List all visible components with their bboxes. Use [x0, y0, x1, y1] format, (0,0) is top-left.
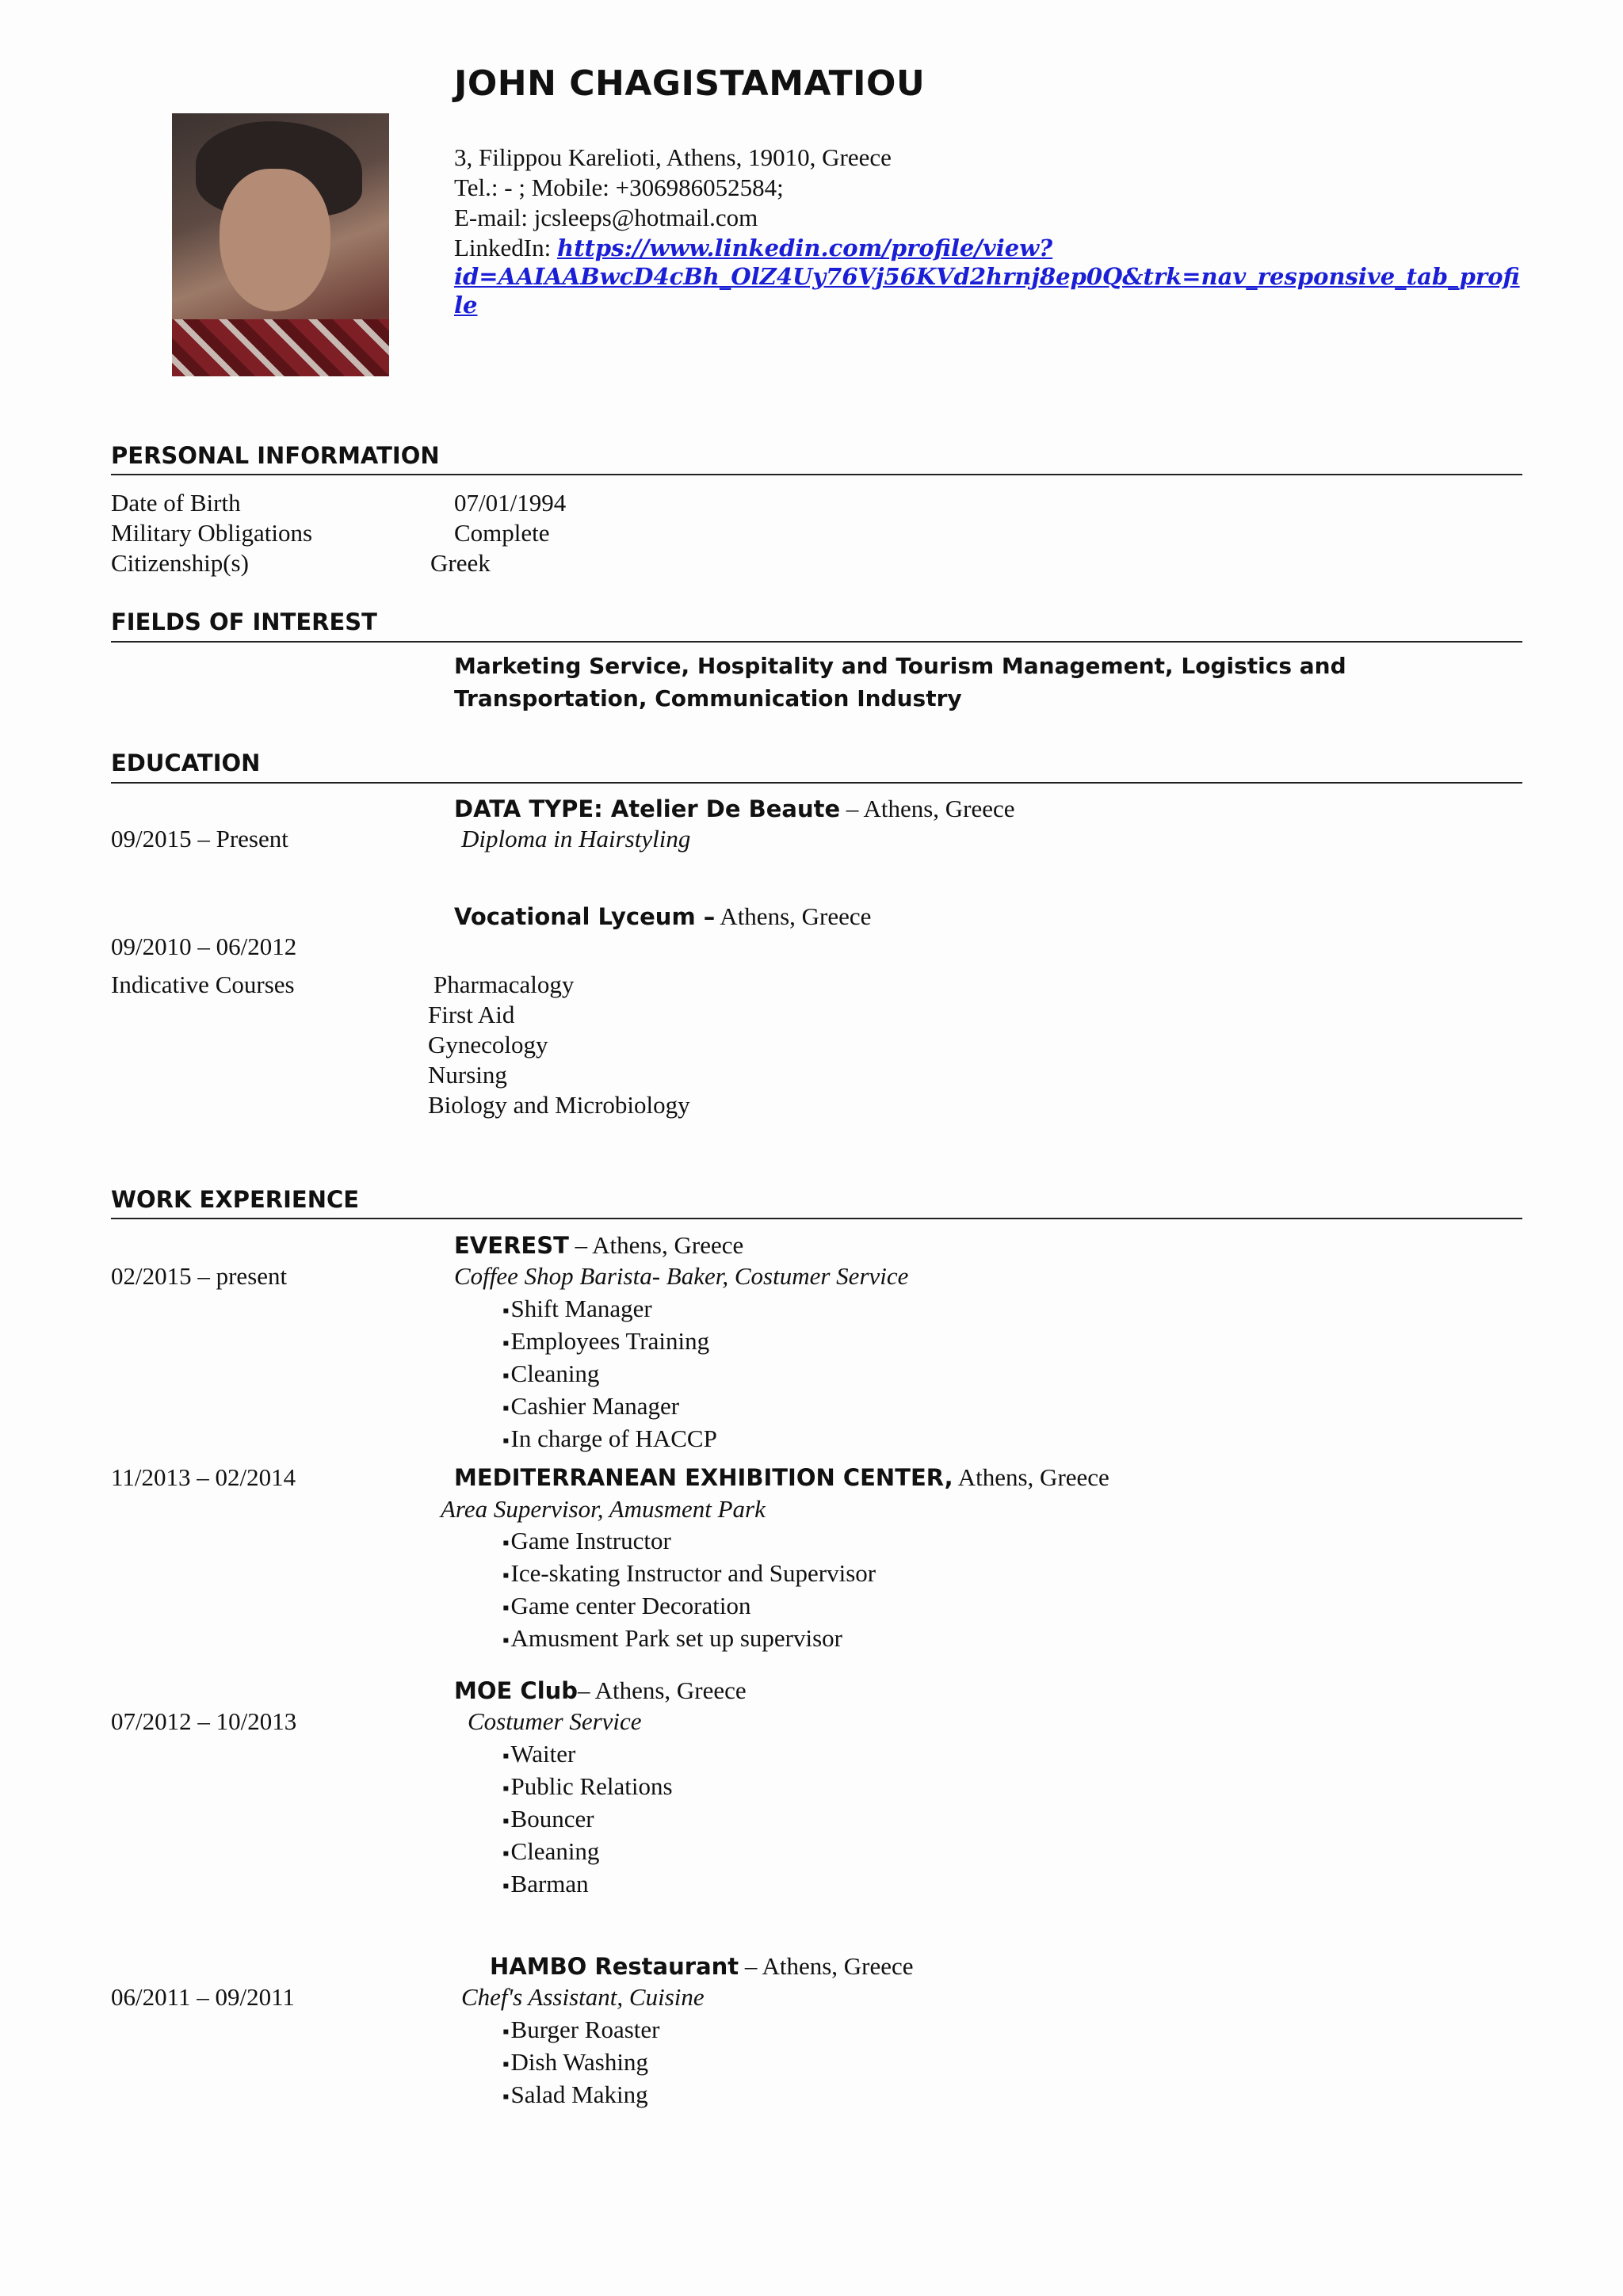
linkedin-row [454, 233, 1052, 263]
photo-shirt [172, 319, 389, 376]
edu-2-courses-label: Indicative Courses [111, 971, 295, 998]
job-4-location: – Athens, Greece [739, 1952, 914, 1980]
job-bullet: ▪ Barman [502, 1869, 589, 1901]
job-bullet: ▪ Bouncer [502, 1804, 594, 1836]
edu-1-dates: 09/2015 – Present [111, 825, 288, 852]
job-1-org: EVEREST [454, 1232, 569, 1259]
label-military: Military Obligations [111, 519, 313, 547]
job-bullet: ▪ Game Instructor [502, 1526, 671, 1558]
job-4-dates: 06/2011 – 09/2011 [111, 1983, 295, 2011]
job-bullet: ▪ Ice-skating Instructor and Supervisor [502, 1558, 876, 1591]
section-title-work: WORK EXPERIENCE [111, 1186, 360, 1213]
job-bullet: ▪ Dish Washing [502, 2047, 648, 2080]
course-item: Gynecology [428, 1031, 548, 1058]
interests-text: Marketing Service, Hospitality and Tourism Management, Logistics and Transportation, Communication Industry [454, 653, 1346, 711]
edu-2-heading [454, 902, 871, 932]
job-2-org: MEDITERRANEAN EXHIBITION CENTER, [454, 1464, 953, 1491]
job-bullet: ▪ In charge of HACCP [502, 1424, 717, 1456]
value-citizenship: Greek [430, 549, 491, 577]
job-3-role: Costumer Service [468, 1707, 642, 1735]
label-citizenship: Citizenship(s) [111, 549, 249, 577]
value-military: Complete [454, 519, 550, 547]
job-1-heading [454, 1230, 743, 1261]
job-bullet: ▪ Shift Manager [502, 1294, 652, 1326]
job-1-role: Coffee Shop Barista- Baker, Costumer Service [454, 1262, 909, 1290]
job-3-org: MOE Club [454, 1677, 579, 1704]
job-bullet: ▪ Cleaning [502, 1359, 599, 1391]
job-bullet: ▪ Employees Training [502, 1326, 709, 1359]
section-divider [111, 782, 1522, 784]
job-2-role: Area Supervisor, Amusment Park [441, 1495, 766, 1523]
course-item: Biology and Microbiology [428, 1091, 690, 1119]
job-3-dates: 07/2012 – 10/2013 [111, 1707, 297, 1735]
edu-2-org: Vocational Lyceum – [454, 903, 716, 930]
job-2-heading [454, 1463, 1109, 1493]
label-dob: Date of Birth [111, 489, 241, 517]
job-bullet: ▪ Burger Roaster [502, 2015, 659, 2047]
phone: Tel.: - ; Mobile: +306986052584; [454, 174, 784, 201]
job-bullet: ▪ Game center Decoration [502, 1591, 750, 1623]
job-1-dates: 02/2015 – present [111, 1262, 288, 1290]
course-item: Pharmacalogy [433, 971, 575, 998]
edu-1-org: DATA TYPE: Atelier De Beaute [454, 795, 841, 822]
job-2-location: Athens, Greece [953, 1463, 1109, 1491]
edu-2-dates: 09/2010 – 06/2012 [111, 933, 297, 960]
section-title-personal: PERSONAL INFORMATION [111, 442, 440, 469]
edu-1-location: – Athens, Greece [840, 795, 1015, 822]
section-title-education: EDUCATION [111, 749, 261, 776]
job-3-heading [454, 1676, 747, 1706]
section-divider [111, 474, 1522, 475]
job-4-role: Chef's Assistant, Cuisine [461, 1983, 705, 2011]
section-title-interests: FIELDS OF INTEREST [111, 608, 377, 635]
linkedin-link-cont[interactable]: id=AAIAABwcD4cBh_OlZ4Uy76Vj56KVd2hrnj8ep0Q&trk=nav_responsive_tab_profi [454, 263, 1520, 290]
profile-photo [172, 113, 389, 376]
cv-name: JOHN CHAGISTAMATIOU [454, 63, 926, 104]
job-bullet: ▪ Cleaning [502, 1836, 599, 1869]
section-divider [111, 641, 1522, 643]
job-bullet: ▪ Public Relations [502, 1772, 673, 1804]
job-bullet: ▪ Cashier Manager [502, 1391, 679, 1424]
job-4-heading [490, 1951, 914, 1981]
course-item: First Aid [428, 1001, 515, 1028]
job-bullet: ▪ Salad Making [502, 2080, 648, 2112]
course-item: Nursing [428, 1061, 507, 1089]
linkedin-label: LinkedIn: [454, 234, 557, 261]
job-1-location: – Athens, Greece [568, 1231, 744, 1259]
job-3-location: – Athens, Greece [578, 1676, 747, 1704]
job-2-dates: 11/2013 – 02/2014 [111, 1463, 296, 1491]
job-bullet: ▪ Amusment Park set up supervisor [502, 1623, 842, 1656]
linkedin-link-end[interactable]: le [454, 292, 478, 318]
email: E-mail: jcsleeps@hotmail.com [454, 204, 758, 231]
job-4-org: HAMBO Restaurant [490, 1953, 739, 1980]
edu-2-location: Athens, Greece [715, 902, 872, 930]
section-divider [111, 1218, 1522, 1219]
edu-1-degree: Diploma in Hairstyling [461, 825, 691, 852]
linkedin-link[interactable]: https://www.linkedin.com/profile/view? [557, 235, 1053, 261]
photo-face [220, 169, 330, 311]
address: 3, Filippou Karelioti, Athens, 19010, Greece [454, 143, 892, 171]
job-bullet: ▪ Waiter [502, 1739, 575, 1772]
value-dob: 07/01/1994 [454, 489, 567, 517]
edu-1-heading [454, 794, 1015, 824]
